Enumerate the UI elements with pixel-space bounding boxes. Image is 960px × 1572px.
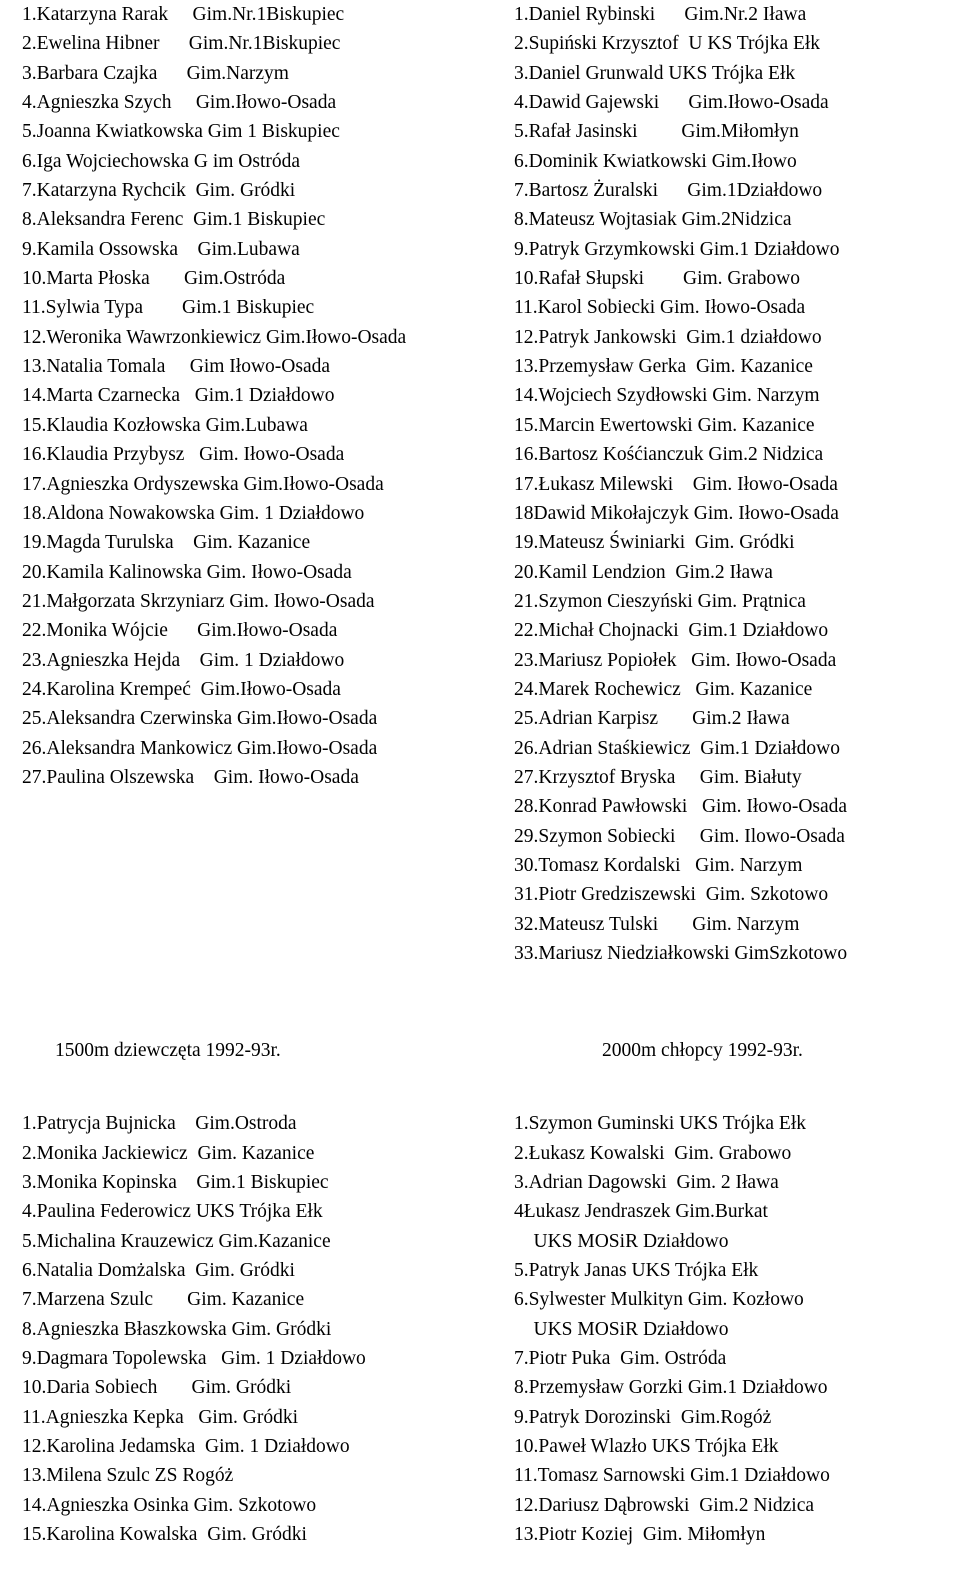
result-row: 11.Tomasz Sarnowski Gim.1 Działdowo [514, 1465, 830, 1487]
result-row: 33.Mariusz Niedziałkowski GimSzkotowo [514, 943, 848, 964]
result-row: 11.Sylwia Typa Gim.1 Biskupiec [22, 297, 315, 319]
result-row: 18Dawid Mikołajczyk Gim. Iłowo-Osada [514, 502, 839, 524]
result-row: 2.Ewelina Hibner Gim.Nr.1Biskupiec [22, 33, 341, 55]
result-row: 31.Piotr Gredziszewski Gim. Szkotowo [514, 884, 829, 906]
result-row: 27.Krzysztof Bryska Gim. Białuty [514, 766, 802, 788]
result-row: 27.Paulina Olszewska Gim. Iłowo-Osada [22, 766, 359, 788]
result-row: 11.Karol Sobiecki Gim. Iłowo-Osada [514, 297, 806, 319]
result-row: 15.Marcin Ewertowski Gim. Kazanice [514, 414, 815, 436]
result-row: 18.Aldona Nowakowska Gim. 1 Działdowo [22, 502, 365, 524]
result-row: 13.Piotr Koziej Gim. Miłomłyn [514, 1524, 766, 1546]
result-row: 24.Karolina Krempeć Gim.Iłowo-Osada [22, 678, 341, 700]
result-row: 9.Dagmara Topolewska Gim. 1 Działdowo [22, 1348, 366, 1370]
result-row: 1.Patrycja Bujnicka Gim.Ostroda [22, 1113, 297, 1135]
result-row: 29.Szymon Sobiecki Gim. Ilowo-Osada [514, 825, 845, 847]
result-row: 2.Supiński Krzysztof U KS Trójka Ełk [514, 33, 821, 55]
boys-results-column [514, 0, 847, 968]
result-row: 3.Adrian Dagowski Gim. 2 Iława [514, 1172, 779, 1194]
result-row: 25.Aleksandra Czerwinska Gim.Iłowo-Osada [22, 708, 378, 730]
result-row: 8.Agnieszka Błaszkowska Gim. Gródki [22, 1318, 332, 1340]
girls-1500m-list [22, 1109, 366, 1549]
result-row: 4.Dawid Gajewski Gim.Iłowo-Osada [514, 92, 829, 114]
result-row: 20.Kamila Kalinowska Gim. Iłowo-Osada [22, 561, 352, 583]
result-row: 2.Łukasz Kowalski Gim. Grabowo [514, 1142, 792, 1164]
result-row: 2.Monika Jackiewicz Gim. Kazanice [22, 1142, 315, 1164]
result-row: 13.Natalia Tomala Gim Iłowo-Osada [22, 356, 331, 378]
result-row: 13.Przemysław Gerka Gim. Kazanice [514, 356, 813, 378]
result-row: 15.Karolina Kowalska Gim. Gródki [22, 1524, 307, 1546]
result-row: 15.Klaudia Kozłowska Gim.Lubawa [22, 414, 308, 436]
result-row: 3.Daniel Grunwald UKS Trójka Ełk [514, 62, 796, 84]
result-row: UKS MOSiR Działdowo [514, 1318, 729, 1340]
result-row: 17.Agnieszka Ordyszewska Gim.Iłowo-Osada [22, 473, 384, 495]
result-row: 3.Barbara Czajka Gim.Narzym [22, 62, 289, 84]
result-row: 4.Agnieszka Szych Gim.Iłowo-Osada [22, 92, 337, 114]
result-row: 7.Piotr Puka Gim. Ostróda [514, 1348, 727, 1370]
result-row: 16.Klaudia Przybysz Gim. Iłowo-Osada [22, 444, 345, 466]
result-row: 19.Mateusz Świniarki Gim. Gródki [514, 532, 795, 554]
result-row: 14.Agnieszka Osinka Gim. Szkotowo [22, 1494, 317, 1516]
result-row: 1.Daniel Rybinski Gim.Nr.2 Iława [514, 4, 807, 25]
result-row: 1.Katarzyna Rarak Gim.Nr.1Biskupiec [22, 4, 345, 25]
result-row: 24.Marek Rochewicz Gim. Kazanice [514, 678, 813, 700]
result-row: 23.Mariusz Popiołek Gim. Iłowo-Osada [514, 649, 837, 671]
result-row: 6.Natalia Domżalska Gim. Gródki [22, 1260, 295, 1282]
result-row: 28.Konrad Pawłowski Gim. Iłowo-Osada [514, 796, 848, 818]
result-row: 4Łukasz Jendraszek Gim.Burkat [514, 1201, 768, 1223]
result-row: 22.Michał Chojnacki Gim.1 Działdowo [514, 620, 829, 642]
result-row: 9.Kamila Ossowska Gim.Lubawa [22, 238, 300, 260]
result-row: 5.Joanna Kwiatkowska Gim 1 Biskupiec [22, 121, 340, 143]
result-row: 5.Rafał Jasinski Gim.Miłomłyn [514, 121, 799, 143]
result-row: 1.Szymon Guminski UKS Trójka Ełk [514, 1113, 806, 1135]
result-row: 26.Adrian Staśkiewicz Gim.1 Działdowo [514, 737, 841, 759]
result-row: 14.Wojciech Szydłowski Gim. Narzym [514, 385, 820, 407]
result-row: 17.Łukasz Milewski Gim. Iłowo-Osada [514, 473, 838, 495]
result-row: 19.Magda Turulska Gim. Kazanice [22, 532, 311, 554]
result-row: 9.Patryk Grzymkowski Gim.1 Działdowo [514, 238, 840, 260]
result-row: 23.Agnieszka Hejda Gim. 1 Działdowo [22, 649, 345, 671]
result-row: 26.Aleksandra Mankowicz Gim.Iłowo-Osada [22, 737, 378, 759]
result-row: 22.Monika Wójcie Gim.Iłowo-Osada [22, 620, 338, 642]
girls-1500m-section [22, 992, 366, 1572]
result-row: 30.Tomasz Kordalski Gim. Narzym [514, 854, 803, 876]
result-row: 8.Mateusz Wojtasiak Gim.2Nidzica [514, 209, 792, 231]
boys-2000m-list [514, 1109, 830, 1549]
result-row: 9.Patryk Dorozinski Gim.Rogóż [514, 1406, 772, 1428]
result-row: 32.Mateusz Tulski Gim. Narzym [514, 913, 800, 935]
result-row: 13.Milena Szulc ZS Rogóż [22, 1465, 234, 1487]
result-row: 5.Michalina Krauzewicz Gim.Kazanice [22, 1230, 331, 1252]
result-row: 8.Aleksandra Ferenc Gim.1 Biskupiec [22, 209, 326, 231]
result-row: UKS MOSiR Działdowo [514, 1230, 729, 1252]
result-row: 12.Dariusz Dąbrowski Gim.2 Nidzica [514, 1494, 815, 1516]
result-row: 12.Weronika Wawrzonkiewicz Gim.Iłowo-Osada [22, 326, 407, 348]
result-row: 5.Patryk Janas UKS Trójka Ełk [514, 1260, 759, 1282]
boys-2000m-section [514, 992, 830, 1572]
result-row: 16.Bartosz Kośćianczuk Gim.2 Nidzica [514, 444, 824, 466]
girls-results-column [22, 0, 406, 792]
result-row: 7.Bartosz Żuralski Gim.1Działdowo [514, 180, 823, 202]
result-row: 10.Daria Sobiech Gim. Gródki [22, 1377, 292, 1399]
result-row: 8.Przemysław Gorzki Gim.1 Działdowo [514, 1377, 828, 1399]
result-row: 21.Szymon Cieszyński Gim. Prątnica [514, 590, 806, 612]
result-row: 12.Karolina Jedamska Gim. 1 Działdowo [22, 1436, 350, 1458]
result-row: 14.Marta Czarnecka Gim.1 Działdowo [22, 385, 335, 407]
result-row: 11.Agnieszka Kepka Gim. Gródki [22, 1406, 299, 1428]
result-row: 10.Rafał Słupski Gim. Grabowo [514, 268, 800, 290]
section-heading-girls-1500m: 1500m dziewczęta 1992-93r. [55, 1040, 281, 1061]
result-row: 6.Iga Wojciechowska G im Ostróda [22, 150, 301, 172]
result-row: 10.Marta Płoska Gim.Ostróda [22, 268, 286, 290]
result-row: 4.Paulina Federowicz UKS Trójka Ełk [22, 1201, 323, 1223]
result-row: 25.Adrian Karpisz Gim.2 Iława [514, 708, 790, 730]
result-row: 6.Sylwester Mulkityn Gim. Kozłowo [514, 1289, 804, 1311]
result-row: 21.Małgorzata Skrzyniarz Gim. Iłowo-Osada [22, 590, 375, 612]
result-row: 12.Patryk Jankowski Gim.1 działdowo [514, 326, 822, 348]
result-row: 7.Marzena Szulc Gim. Kazanice [22, 1289, 305, 1311]
result-row: 20.Kamil Lendzion Gim.2 Iława [514, 561, 773, 583]
result-row: 7.Katarzyna Rychcik Gim. Gródki [22, 180, 296, 202]
section-heading-boys-2000m: 2000m chłopcy 1992-93r. [602, 1040, 803, 1061]
result-row: 6.Dominik Kwiatkowski Gim.Iłowo [514, 150, 797, 172]
result-row: 3.Monika Kopinska Gim.1 Biskupiec [22, 1172, 329, 1194]
result-row: 10.Paweł Wlazło UKS Trójka Ełk [514, 1436, 779, 1458]
